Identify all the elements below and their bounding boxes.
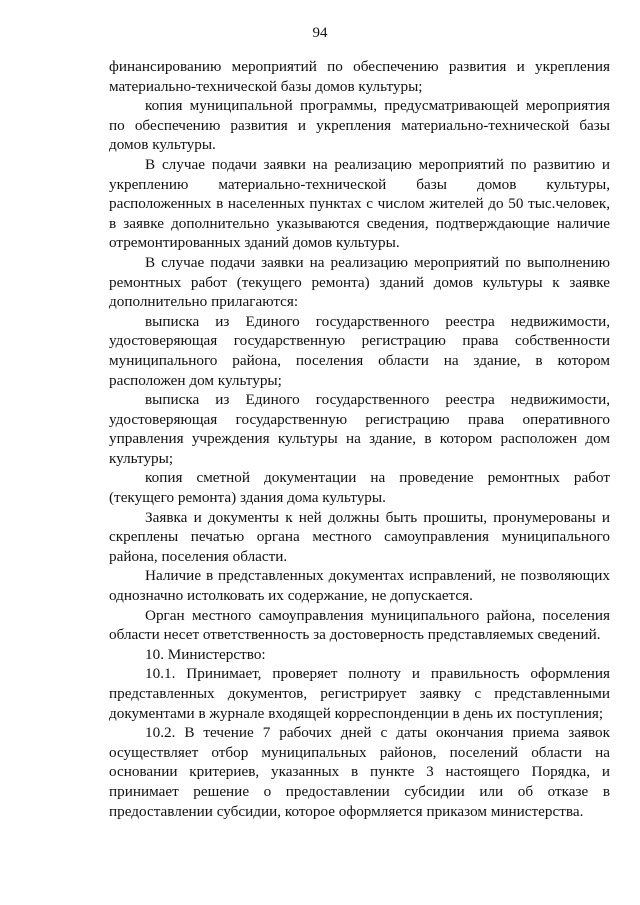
paragraph-no-corrections: Наличие в представленных документах исправлений, не позволяющих однозначно истолковать их содержание, не допускается. (109, 567, 610, 605)
paragraph-estimate-copy: копия сметной документации на проведение ремонтных работ (текущего ремонта) здания дома культуры. (109, 469, 610, 507)
paragraph-section-10-1: 10.1. Принимает, проверяет полноту и правильность оформления представленных документов, регистрирует заявку с представленными документами в журнале входящей корреспонденции в день их поступления; (109, 665, 610, 722)
paragraph-development-application: В случае подачи заявки на реализацию мероприятий по развитию и укреплению материально-технической базы домов культуры, расположенных в населенных пунктах с числом жителей до 50 тыс.человек, в заявке дополнительно указываются сведения, подтверждающие наличие отремонтированных зданий домов культуры. (109, 155, 610, 252)
paragraph-section-10-2: 10.2. В течение 7 рабочих дней с даты окончания приема заявок осуществляет отбор муниципальных районов, поселений области на основании критериев, указанных в пункте 3 настоящего Порядка, и принимает решение о предоставлении субсидии или об отказе в предоставлении субсидии, которое оформляется приказом министерства. (109, 724, 610, 820)
paragraph-registry-ownership: выписка из Единого государственного реестра недвижимости, удостоверяющая государственную регистрацию права собственности муниципального района, поселения области на здание, в котором расположен дом культуры; (109, 312, 610, 389)
page-number: 94 (312, 25, 328, 41)
document-body (109, 57, 610, 821)
paragraph-registry-operational: выписка из Единого государственного реестра недвижимости, удостоверяющая государственную регистрацию права оперативного управления учреждения культуры на здание, в котором расположен дом культуры; (109, 391, 610, 467)
paragraph-repair-application: В случае подачи заявки на реализацию мероприятий по выполнению ремонтных работ (текущего ремонта) зданий домов культуры к заявке дополнительно прилагаются: (109, 253, 610, 311)
paragraph-responsibility: Орган местного самоуправления муниципального района, поселения области несет ответственность за достоверность представляемых сведений. (109, 606, 610, 644)
paragraph-section-10: 10. Министерство: (145, 645, 266, 663)
paragraph-binding-requirements: Заявка и документы к ней должны быть прошиты, пронумерованы и скреплены печатью органа местного самоуправления муниципального района, поселения области. (109, 508, 610, 565)
paragraph-program-copy: копия муниципальной программы, предусматривающей мероприятия по обеспечению развития и укрепления материально-технической базы домов культуры. (109, 97, 610, 154)
paragraph-continuation: финансированию мероприятий по обеспечению развития и укрепления материально-технической базы домов культуры; (109, 58, 610, 95)
